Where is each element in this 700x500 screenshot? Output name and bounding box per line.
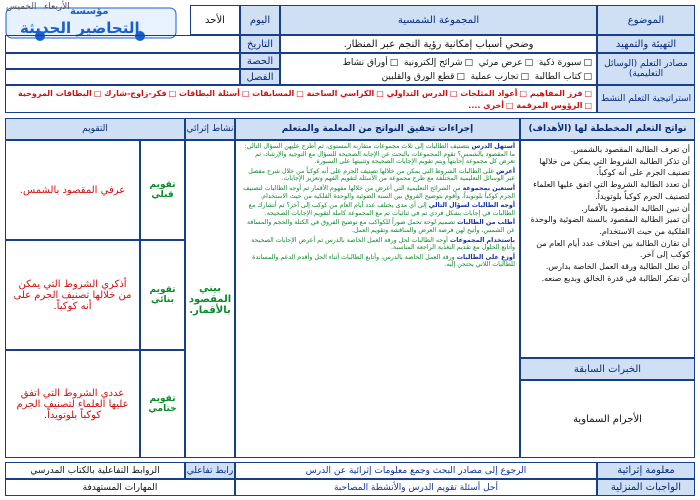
procedure-step-text: أوجه الطالبات لحل ورقة العمل الخاصة بالدرس ثم أعرض الإجابات الصحيحة وأتابع الحلول مع تقديم التغذية الراجعة المناسبة. [251,236,515,252]
class-label: الفصل [240,69,280,85]
strategy-item[interactable]: □ الكراسي الساخنة [307,89,384,98]
objective-item: أن تعلل الطالبة ورقة العمل الخاصة بدارس. [545,262,690,272]
date-cells [5,35,240,53]
day-label: اليوم [240,5,280,35]
resources-label: مصادر التعلم (الوسائل التعليمية) [597,53,695,85]
enrich-text: الرجوع إلى مصادر البحث وجمع معلومات إثرائية عن الدرس [235,462,597,479]
date-label: التاريخ [240,35,280,53]
procedure-step-title: أطلب من الطالبات [457,219,515,227]
objective-item: أن تفكر الطالبة في قدرة الخالق وبديع صنعه. [541,273,690,283]
procedure-step [240,168,515,183]
activity-text: بيني المقصود بالأقمار. [185,140,235,458]
intro-label: التهيئة والتمهيد [597,35,695,53]
class-cells [5,69,240,85]
procedure-step-title: أعرض [496,167,515,175]
objective-item: أن تبين الطالبة المقصود بالأقمار. [581,203,690,213]
procedure-step [240,254,515,269]
strategy-item[interactable]: □ الرؤوس المرقمة [516,101,592,110]
post-eval-label: تقويم ختامي [140,350,185,458]
mid-eval-text: أذكري الشروط التي يمكن من خلالها تصنيف الجرم على أنه كوكباً. [5,240,140,350]
procedure-step-title: أستعين بمجموعة [462,184,515,192]
strategy-item[interactable]: □ أسئلة البطاقات [179,89,249,98]
objectives-list [520,140,695,358]
resource-item[interactable]: □ قطع الورق والقلبين [382,72,465,82]
strategy-item[interactable]: □ البطاقات المروحية [18,89,101,98]
procedure-step-text: بتصنيف الطالبات إلى ثلاث مجموعات متقاربة المستوى، ثم أطرح عليهن السؤال التالي: ما المقصود بالشمس؟ تقوم المجموعات بالبحث عن الإجابة الصحيحة للسؤال مع التوجيه والإرشاد، ثم تعرض كل مجموعة إجابتها ويتم تقويم الإجابات الصحيحة وتثبيتها على السبورة. [244,143,515,166]
strategies-label: استراتيجية التعلم النشط [597,85,695,113]
procedure-step-title: أوزع على الطالبات [456,253,515,261]
enrich-label: معلومة إثرائية [597,462,695,479]
logo-line1: مؤسسة [70,6,109,17]
thursday-label: الخميس [6,2,37,12]
objective-item: أن تميز الطالبة المقصود بالسنة الضوئية والوحدة الفلكية من حيث الاستخدام. [530,215,690,236]
resource-item[interactable]: □ شرائح إلكترونية [404,58,473,68]
procedure-step [240,143,515,166]
strategy-item[interactable]: □ فرز المفاهيم [530,89,592,98]
logo-line2: التحاضير الحديثة [20,19,140,37]
activity-header: نشاط إثرائي [185,118,235,140]
link-label: رابط تفاعلي [185,462,235,479]
group-label: المجموعة الشمسية [280,5,597,35]
link-text[interactable]: الروابط التفاعلية بالكتاب المدرسي [5,462,185,479]
skills-label: المهارات المستهدفة [5,479,235,496]
day-value: الأحد [190,5,240,35]
procedure-step-title: أوجه الطالبات لسؤال التالي [428,202,515,210]
subject-label: الموضوع [597,5,695,35]
prior-label: الخبرات السابقة [520,358,695,380]
resource-item[interactable]: □ تجارب عملية [471,72,529,82]
resource-item[interactable]: □ عرض مرئي [479,58,533,68]
intro-text: وضحي أسباب إمكانية رؤية النجم عبر المنظار. [280,35,597,53]
post-eval-text: عددي الشروط التي اتفق عليها العلماء لتصنيف الجرم كوكباً بلوتويداً. [5,350,140,458]
procedure-step-title: باستخدام المجموعات [449,236,515,244]
procedure-step [240,185,515,200]
procedure-step [240,202,515,217]
objective-item: أن تعدد الطالبة الشروط التي اتفق عليها العلماء لتصنيف الجرم كوكباً بلوتويداً. [533,180,690,201]
homework-text: أحل أسئلة تقويم الدرس والأنشطة المصاحبة [235,479,597,496]
strategy-item[interactable]: □ أخرى .... [468,101,513,110]
period-label: الحصة [240,53,280,69]
resource-item[interactable]: □ أوراق نشاط [343,58,399,68]
prior-value: الأجرام السماوية [520,380,695,458]
strategy-item[interactable]: □ فكر-زاوج-شارك [104,89,176,98]
strategy-item[interactable]: □ أعواد المثلجات [460,89,527,98]
mid-eval-label: تقويم بنائي [140,240,185,350]
strategy-item[interactable]: □ الدرس التداولي [387,89,458,98]
procedures-text [235,140,520,458]
procedure-step-title: أستهل الدرس [471,143,515,150]
procedure-step-text: على الطالبات الشروط التي يمكن من خلالها تصنيف الجرم على أنه كوكباً من خلال شرح مفصل عبر الوسائل التعليمية المختلفة مع طرح مجموعة من الأسئلة لتقويم الفهم وتعزيز الإجابات. [248,167,515,183]
pre-eval-label: تقويم قبلي [140,140,185,240]
strategy-item[interactable]: □ المسابقات [252,89,304,98]
resource-item[interactable]: □ كتاب الطالبة [535,72,592,82]
procedure-step [240,237,515,252]
resource-item[interactable]: □ سبورة ذكية [539,58,592,68]
evaluation-header: التقويم [5,118,185,140]
strategies-list [5,85,597,113]
procedure-step-text: من الشرائح التعليمية التي أعرض من خلالها مفهوم الأقمار ثم أوجه الطالبات لتصنيف الجرم كوكباً بلوتويداً، وأقوم بتوضيح الفروق بين السنة الضوئية والوحدة الفلكية من حيث الاستخدام. [243,184,515,200]
homework-label: الواجبات المنزلية [597,479,695,496]
wednesday-label: الأربعاء [44,2,70,12]
period-cells [5,53,240,69]
resources-list [280,53,597,85]
objective-item: أن تقارن الطالبة بين اختلاف عدد أيام العام من كوكب إلى آخر. [536,238,690,260]
objective-item: أن تعرف الطالبة المقصود بالشمس. [570,145,690,154]
pre-eval-text: عرفي المقصود بالشمس. [5,140,140,240]
procedure-step-text: تصميم لوحة تحمل صوراً للكواكب مع توضيح الفروق في الكتلة والحجم والمسافة عن الشمس، وأتيح لهن فرصة العرض والمناقشة وتقويم العمل. [247,219,515,234]
objectives-header: نواتج التعلم المخططة لها (الأهداف) [520,118,695,140]
procedures-header: إجراءات تحقيق النواتج من المعلمة والمتعلم [235,118,520,140]
objective-item: أن تذكر الطالبة الشروط التي يمكن من خلالها تصنيف الجرم على أنه كوكباً. [539,156,690,178]
procedure-step [240,219,515,234]
procedure-step-text: ورقة العمل الخاصة بالدرس، وأتابع الطالبات أثناء الحل وأقدم الدعم والمساندة للطالبات اللاتي يحتجن إليه. [252,253,515,269]
procedure-step-text: إلى أي مدى يختلف عدد أيام العام من كوكب إلى آخر؟ ثم أتشارك مع الطالبات في إجابات بشكل فردي ثم في ثنائيات ثم مع المجموعة كاملة لتقويم الإجابات الصحيحة. [248,202,515,217]
